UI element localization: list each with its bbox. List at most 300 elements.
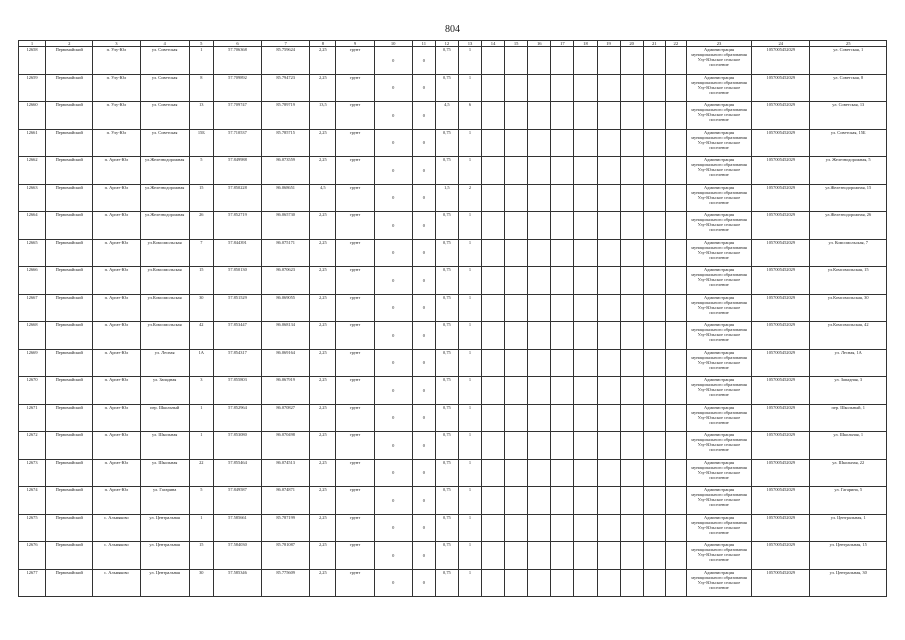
owner-cell: Администрация муниципального образования Улу-Юльское сельское поселение	[686, 184, 751, 212]
locality-cell: с. Альмяково	[93, 514, 140, 542]
area-cell: 2,25	[310, 542, 336, 570]
zero-cell: 0	[374, 569, 412, 597]
empty-cell	[597, 184, 620, 212]
empty-cell	[505, 212, 528, 240]
empty-cell	[597, 267, 620, 295]
column-header: 14	[482, 41, 505, 47]
empty-cell	[528, 432, 551, 460]
district-cell: Первомайский	[46, 47, 93, 75]
count-cell: 1	[458, 212, 481, 240]
empty-cell	[643, 432, 665, 460]
empty-cell	[597, 404, 620, 432]
address-cell: ул. Советская, 1	[810, 47, 887, 75]
owner-cell: Администрация муниципального образования Улу-Юльское сельское поселение	[686, 404, 751, 432]
empty-cell	[597, 514, 620, 542]
value-cell: 0,75	[435, 322, 458, 350]
street-cell: ул.Комсомольская	[140, 267, 189, 295]
longitude-cell: 86.075171	[262, 239, 310, 267]
surface-type-cell: грунт	[336, 459, 374, 487]
ogrn-cell: 1057005452029	[752, 404, 810, 432]
empty-cell	[528, 267, 551, 295]
row-number-cell: 12668	[19, 322, 46, 350]
table-row	[19, 47, 887, 75]
value-cell: 0,75	[435, 432, 458, 460]
latitude-cell: 57.853447	[213, 322, 261, 350]
surface-type-cell: грунт	[336, 74, 374, 102]
owner-cell: Администрация муниципального образования Улу-Юльское сельское поселение	[686, 74, 751, 102]
column-header: 17	[551, 41, 574, 47]
locality-cell: п. Улу-Юл	[93, 47, 140, 75]
table-row	[19, 239, 887, 267]
locality-cell: п. Улу-Юл	[93, 129, 140, 157]
zero-cell: 0	[374, 404, 412, 432]
locality-cell: п. Аргат-Юл	[93, 377, 140, 405]
empty-cell	[643, 157, 665, 185]
empty-cell	[574, 102, 597, 130]
empty-cell	[620, 294, 643, 322]
count-cell: 1	[458, 74, 481, 102]
empty-cell	[643, 514, 665, 542]
empty-cell	[528, 459, 551, 487]
empty-cell	[574, 514, 597, 542]
column-header: 22	[665, 41, 686, 47]
empty-cell	[551, 129, 574, 157]
longitude-cell: 85.789719	[262, 102, 310, 130]
ogrn-cell: 1057005452029	[752, 74, 810, 102]
value-cell: 0,75	[435, 129, 458, 157]
longitude-cell: 85.785715	[262, 129, 310, 157]
empty-cell	[482, 184, 505, 212]
empty-cell	[597, 542, 620, 570]
empty-cell	[551, 102, 574, 130]
ogrn-cell: 1057005452029	[752, 267, 810, 295]
table-row	[19, 569, 887, 597]
longitude-cell: 86.069164	[262, 349, 310, 377]
column-header: 2	[46, 41, 93, 47]
table-row	[19, 542, 887, 570]
district-cell: Первомайский	[46, 102, 93, 130]
zero-cell: 0	[412, 47, 435, 75]
empty-cell	[574, 322, 597, 350]
empty-cell	[665, 569, 686, 597]
empty-cell	[505, 322, 528, 350]
longitude-cell: 86.067919	[262, 377, 310, 405]
empty-cell	[620, 487, 643, 515]
empty-cell	[574, 487, 597, 515]
empty-cell	[505, 267, 528, 295]
zero-cell: 0	[374, 47, 412, 75]
zero-cell: 0	[374, 487, 412, 515]
empty-cell	[665, 432, 686, 460]
empty-cell	[665, 47, 686, 75]
empty-cell	[482, 542, 505, 570]
empty-cell	[597, 322, 620, 350]
empty-cell	[574, 47, 597, 75]
longitude-cell: 85.794723	[262, 74, 310, 102]
empty-cell	[620, 129, 643, 157]
empty-cell	[620, 542, 643, 570]
empty-cell	[528, 569, 551, 597]
latitude-cell: 57.849587	[213, 487, 261, 515]
street-cell: ул. Лесная	[140, 349, 189, 377]
empty-cell	[620, 102, 643, 130]
locality-cell: п. Аргат-Юл	[93, 184, 140, 212]
empty-cell	[665, 487, 686, 515]
empty-cell	[574, 377, 597, 405]
zero-cell: 0	[412, 267, 435, 295]
longitude-cell: 85.759624	[262, 47, 310, 75]
surface-type-cell: грунт	[336, 129, 374, 157]
street-cell: ул.Железнодорожная	[140, 184, 189, 212]
address-cell: пер. Школьный, 1	[810, 404, 887, 432]
area-cell: 2,25	[310, 569, 336, 597]
row-number-cell: 12674	[19, 487, 46, 515]
empty-cell	[574, 432, 597, 460]
ogrn-cell: 1057005452029	[752, 212, 810, 240]
table-row	[19, 432, 887, 460]
value-cell: 1,5	[435, 184, 458, 212]
surface-type-cell: грунт	[336, 157, 374, 185]
house-cell: 30	[189, 294, 213, 322]
longitude-cell: 86.073559	[262, 157, 310, 185]
empty-cell	[665, 102, 686, 130]
empty-cell	[643, 267, 665, 295]
empty-cell	[528, 349, 551, 377]
empty-cell	[551, 239, 574, 267]
district-cell: Первомайский	[46, 322, 93, 350]
empty-cell	[505, 74, 528, 102]
area-cell: 2,25	[310, 294, 336, 322]
empty-cell	[574, 267, 597, 295]
area-cell: 2,25	[310, 514, 336, 542]
empty-cell	[482, 212, 505, 240]
empty-cell	[597, 47, 620, 75]
count-cell: 1	[458, 239, 481, 267]
district-cell: Первомайский	[46, 432, 93, 460]
address-cell: ул. Центральная, 1	[810, 514, 887, 542]
empty-cell	[505, 102, 528, 130]
address-cell: ул. Гагарина, 5	[810, 487, 887, 515]
longitude-cell: 86.069055	[262, 294, 310, 322]
district-cell: Первомайский	[46, 157, 93, 185]
latitude-cell: 57.854317	[213, 349, 261, 377]
row-number-cell: 12658	[19, 47, 46, 75]
empty-cell	[505, 349, 528, 377]
empty-cell	[620, 349, 643, 377]
table-row	[19, 102, 887, 130]
locality-cell: п. Аргат-Юл	[93, 239, 140, 267]
empty-cell	[482, 102, 505, 130]
value-cell: 0,75	[435, 514, 458, 542]
empty-cell	[551, 74, 574, 102]
empty-cell	[574, 542, 597, 570]
zero-cell: 0	[412, 377, 435, 405]
empty-cell	[643, 74, 665, 102]
owner-cell: Администрация муниципального образования Улу-Юльское сельское поселение	[686, 487, 751, 515]
latitude-cell: 57.853080	[213, 432, 261, 460]
table-row	[19, 514, 887, 542]
column-header: 7	[262, 41, 310, 47]
empty-cell	[528, 129, 551, 157]
empty-cell	[574, 569, 597, 597]
locality-cell: п. Улу-Юл	[93, 74, 140, 102]
locality-cell: п. Улу-Юл	[93, 102, 140, 130]
empty-cell	[665, 514, 686, 542]
count-cell: 1	[458, 487, 481, 515]
column-header: 12	[435, 41, 458, 47]
owner-cell: Администрация муниципального образования Улу-Юльское сельское поселение	[686, 459, 751, 487]
value-cell: 0,75	[435, 74, 458, 102]
owner-cell: Администрация муниципального образования Улу-Юльское сельское поселение	[686, 212, 751, 240]
table-row	[19, 212, 887, 240]
owner-cell: Администрация муниципального образования Улу-Юльское сельское поселение	[686, 569, 751, 597]
count-cell: 2	[458, 184, 481, 212]
address-cell: ул. Школьная, 1	[810, 432, 887, 460]
empty-cell	[620, 74, 643, 102]
ogrn-cell: 1057005452029	[752, 542, 810, 570]
area-cell: 2,25	[310, 404, 336, 432]
zero-cell: 0	[374, 349, 412, 377]
row-number-cell: 12676	[19, 542, 46, 570]
empty-cell	[505, 157, 528, 185]
row-number-cell: 12662	[19, 157, 46, 185]
longitude-cell: 86.068134	[262, 322, 310, 350]
column-header: 15	[505, 41, 528, 47]
empty-cell	[620, 459, 643, 487]
empty-cell	[574, 239, 597, 267]
zero-cell: 0	[412, 212, 435, 240]
value-cell: 0,75	[435, 569, 458, 597]
empty-cell	[597, 102, 620, 130]
street-cell: ул.Железнодорожная	[140, 212, 189, 240]
address-cell: ул. Железнодорожная, 5	[810, 157, 887, 185]
empty-cell	[643, 294, 665, 322]
empty-cell	[482, 377, 505, 405]
value-cell: 0,75	[435, 349, 458, 377]
table-row	[19, 487, 887, 515]
empty-cell	[551, 294, 574, 322]
empty-cell	[482, 404, 505, 432]
owner-cell: Администрация муниципального образования Улу-Юльское сельское поселение	[686, 47, 751, 75]
empty-cell	[528, 542, 551, 570]
empty-cell	[643, 404, 665, 432]
house-cell: 3	[189, 377, 213, 405]
zero-cell: 0	[374, 212, 412, 240]
column-header: 21	[643, 41, 665, 47]
zero-cell: 0	[412, 294, 435, 322]
house-cell: 15	[189, 184, 213, 212]
owner-cell: Администрация муниципального образования Улу-Юльское сельское поселение	[686, 377, 751, 405]
ogrn-cell: 1057005452029	[752, 239, 810, 267]
longitude-cell: 86.070498	[262, 432, 310, 460]
empty-cell	[665, 239, 686, 267]
zero-cell: 0	[412, 459, 435, 487]
street-cell: ул. Советская	[140, 74, 189, 102]
owner-cell: Администрация муниципального образования Улу-Юльское сельское поселение	[686, 542, 751, 570]
address-cell: ул. Комсомольская, 7	[810, 239, 887, 267]
district-cell: Первомайский	[46, 239, 93, 267]
ogrn-cell: 1057005452029	[752, 487, 810, 515]
latitude-cell: 57.851529	[213, 294, 261, 322]
empty-cell	[574, 459, 597, 487]
address-cell: ул.Комсомольская, 42	[810, 322, 887, 350]
table-row	[19, 267, 887, 295]
ogrn-cell: 1057005452029	[752, 129, 810, 157]
zero-cell: 0	[374, 432, 412, 460]
empty-cell	[620, 569, 643, 597]
area-cell: 2,25	[310, 322, 336, 350]
empty-cell	[528, 404, 551, 432]
address-cell: ул.Железнодорожная, 26	[810, 212, 887, 240]
count-cell: 1	[458, 542, 481, 570]
latitude-cell: 57.584030	[213, 542, 261, 570]
owner-cell: Администрация муниципального образования Улу-Юльское сельское поселение	[686, 514, 751, 542]
value-cell: 0,75	[435, 267, 458, 295]
street-cell: ул. Школьная	[140, 432, 189, 460]
latitude-cell: 57.844391	[213, 239, 261, 267]
value-cell: 0,75	[435, 212, 458, 240]
count-cell: 1	[458, 569, 481, 597]
count-cell: 1	[458, 47, 481, 75]
zero-cell: 0	[412, 349, 435, 377]
area-cell: 2,25	[310, 487, 336, 515]
street-cell: ул.Комсомольская	[140, 239, 189, 267]
ogrn-cell: 1057005452029	[752, 157, 810, 185]
empty-cell	[597, 294, 620, 322]
surface-type-cell: грунт	[336, 487, 374, 515]
owner-cell: Администрация муниципального образования Улу-Юльское сельское поселение	[686, 349, 751, 377]
empty-cell	[482, 267, 505, 295]
ogrn-cell: 1057005452029	[752, 184, 810, 212]
value-cell: 0,75	[435, 239, 458, 267]
surface-type-cell: грунт	[336, 102, 374, 130]
empty-cell	[551, 459, 574, 487]
empty-cell	[620, 239, 643, 267]
empty-cell	[528, 239, 551, 267]
column-header: 13	[458, 41, 481, 47]
empty-cell	[482, 487, 505, 515]
street-cell: ул. Гагарина	[140, 487, 189, 515]
zero-cell: 0	[374, 102, 412, 130]
empty-cell	[620, 267, 643, 295]
row-number-cell: 12663	[19, 184, 46, 212]
table-row	[19, 157, 887, 185]
row-number-cell: 12666	[19, 267, 46, 295]
district-cell: Первомайский	[46, 377, 93, 405]
table-row	[19, 294, 887, 322]
empty-cell	[528, 102, 551, 130]
row-number-cell: 12661	[19, 129, 46, 157]
empty-cell	[482, 569, 505, 597]
count-cell: 1	[458, 267, 481, 295]
empty-cell	[665, 74, 686, 102]
zero-cell: 0	[412, 102, 435, 130]
surface-type-cell: грунт	[336, 184, 374, 212]
empty-cell	[620, 157, 643, 185]
empty-cell	[574, 184, 597, 212]
surface-type-cell: грунт	[336, 569, 374, 597]
empty-cell	[551, 322, 574, 350]
empty-cell	[528, 487, 551, 515]
empty-cell	[665, 377, 686, 405]
empty-cell	[597, 157, 620, 185]
table-body	[19, 47, 887, 597]
owner-cell: Администрация муниципального образования Улу-Юльское сельское поселение	[686, 102, 751, 130]
empty-cell	[620, 404, 643, 432]
area-cell: 2,25	[310, 47, 336, 75]
zero-cell: 0	[374, 74, 412, 102]
zero-cell: 0	[374, 129, 412, 157]
house-cell: 5	[189, 157, 213, 185]
column-header: 6	[213, 41, 261, 47]
surface-type-cell: грунт	[336, 349, 374, 377]
empty-cell	[597, 487, 620, 515]
zero-cell: 0	[412, 184, 435, 212]
house-cell: 8	[189, 74, 213, 102]
table-row	[19, 459, 887, 487]
house-cell: 1	[189, 404, 213, 432]
latitude-cell: 57.706368	[213, 47, 261, 75]
empty-cell	[505, 514, 528, 542]
column-header: 16	[528, 41, 551, 47]
zero-cell: 0	[412, 404, 435, 432]
empty-cell	[551, 47, 574, 75]
ogrn-cell: 1057005452029	[752, 349, 810, 377]
empty-cell	[574, 129, 597, 157]
district-cell: Первомайский	[46, 542, 93, 570]
zero-cell: 0	[412, 239, 435, 267]
owner-cell: Администрация муниципального образования Улу-Юльское сельское поселение	[686, 239, 751, 267]
street-cell: пер. Школьный	[140, 404, 189, 432]
ogrn-cell: 1057005452029	[752, 377, 810, 405]
count-cell: 1	[458, 129, 481, 157]
street-cell: ул. Западная	[140, 377, 189, 405]
empty-cell	[528, 74, 551, 102]
empty-cell	[643, 47, 665, 75]
zero-cell: 0	[412, 487, 435, 515]
latitude-cell: 57.709747	[213, 102, 261, 130]
area-cell: 4,5	[310, 184, 336, 212]
owner-cell: Администрация муниципального образования Улу-Юльское сельское поселение	[686, 157, 751, 185]
surface-type-cell: грунт	[336, 322, 374, 350]
count-cell: 1	[458, 432, 481, 460]
empty-cell	[665, 349, 686, 377]
zero-cell: 0	[374, 267, 412, 295]
count-cell: 1	[458, 404, 481, 432]
street-cell: ул. Центральная	[140, 542, 189, 570]
value-cell: 0,75	[435, 542, 458, 570]
empty-cell	[597, 377, 620, 405]
empty-cell	[528, 184, 551, 212]
owner-cell: Администрация муниципального образования Улу-Юльское сельское поселение	[686, 432, 751, 460]
house-cell: 1А	[189, 349, 213, 377]
empty-cell	[597, 212, 620, 240]
value-cell: 0,75	[435, 294, 458, 322]
ogrn-cell: 1057005452029	[752, 102, 810, 130]
table-row	[19, 184, 887, 212]
district-cell: Первомайский	[46, 487, 93, 515]
zero-cell: 0	[374, 294, 412, 322]
zero-cell: 0	[412, 322, 435, 350]
count-cell: 6	[458, 102, 481, 130]
empty-cell	[665, 267, 686, 295]
zero-cell: 0	[374, 322, 412, 350]
surface-type-cell: грунт	[336, 239, 374, 267]
row-number-cell: 12673	[19, 459, 46, 487]
empty-cell	[620, 377, 643, 405]
empty-cell	[643, 129, 665, 157]
zero-cell: 0	[412, 514, 435, 542]
